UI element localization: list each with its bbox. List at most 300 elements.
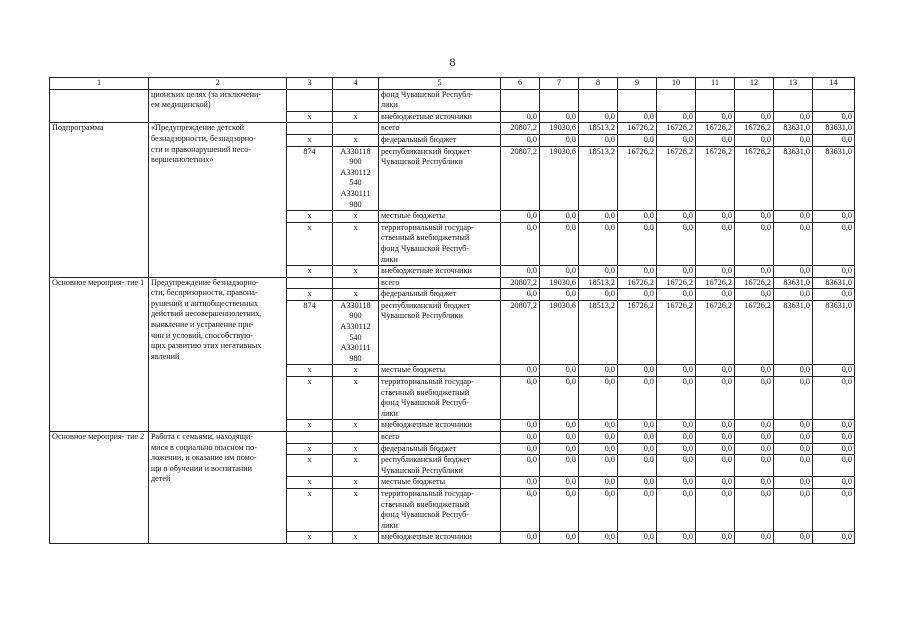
funding-source-line: фонд Чувашской Республ- [381, 89, 473, 99]
description-line: сти и правонарушений несо- [151, 144, 251, 154]
funding-source-line: лики [381, 254, 398, 264]
funding-source-line: всего [381, 123, 400, 133]
program-name-cell [50, 123, 149, 277]
value-cell: 0,0 [618, 532, 657, 544]
funding-source-line: федеральный бюджет [381, 134, 457, 144]
description-line: ционских целях (за исключени- [151, 89, 262, 99]
target-code: x [353, 289, 358, 299]
value-cell: 0,0 [735, 266, 774, 278]
value-cell: 0,0 [813, 455, 855, 477]
target-code-cell [333, 455, 379, 477]
target-code: x [353, 365, 358, 375]
header-cell: 3 [287, 78, 333, 90]
value-cell: 0,0 [735, 211, 774, 223]
value-cell: 0,0 [618, 365, 657, 377]
value-cell: 0,0 [774, 477, 813, 489]
grbs-code-cell [287, 89, 333, 111]
value-cell: 0,0 [735, 455, 774, 477]
value-cell: 83631,0 [813, 277, 855, 289]
description-line: щи в обучении и воспитании [151, 463, 253, 473]
funding-source-cell [379, 377, 501, 420]
value-cell: 0,0 [618, 222, 657, 265]
grbs-code-cell: x [287, 289, 333, 301]
value-cell: 0,0 [501, 532, 540, 544]
value-cell: 18513,2 [579, 300, 618, 365]
value-cell: 0,0 [657, 377, 696, 420]
value-cell: 83631,0 [813, 300, 855, 365]
target-code: A330118 [340, 300, 371, 310]
value-cell: 19030,6 [540, 123, 579, 135]
header-cell: 11 [696, 78, 735, 90]
description-line: безнадзорности, безнадзорно- [151, 133, 256, 143]
grbs-code-cell: x [287, 443, 333, 455]
value-cell [540, 89, 579, 111]
value-cell: 0,0 [579, 134, 618, 146]
grbs-code-cell: x [287, 134, 333, 146]
value-cell: 0,0 [774, 111, 813, 123]
funding-source-line: федеральный бюджет [381, 443, 457, 453]
funding-source-line: внебюджетные источники [381, 532, 472, 542]
target-code: x [353, 455, 358, 465]
value-cell: 0,0 [696, 443, 735, 455]
target-code: x [353, 532, 358, 542]
value-cell: 0,0 [696, 289, 735, 301]
target-code-cell [333, 300, 379, 365]
grbs-code-cell: x [287, 111, 333, 123]
value-cell: 83631,0 [813, 123, 855, 135]
value-cell: 0,0 [579, 488, 618, 531]
value-cell: 0,0 [774, 266, 813, 278]
funding-source-cell [379, 123, 501, 135]
target-code-cell [333, 111, 379, 123]
value-cell: 0,0 [540, 222, 579, 265]
value-cell: 0,0 [774, 211, 813, 223]
value-cell: 0,0 [501, 432, 540, 444]
target-code: 540 [349, 178, 362, 188]
description-line: «Предупреждение детской [151, 123, 245, 133]
value-cell: 0,0 [618, 111, 657, 123]
funding-source-line: республиканский бюджет [381, 300, 471, 310]
value-cell: 0,0 [774, 532, 813, 544]
value-cell: 0,0 [579, 365, 618, 377]
header-cell: 5 [379, 78, 501, 90]
funding-source-cell [379, 477, 501, 489]
value-cell: 0,0 [774, 377, 813, 420]
value-cell: 0,0 [540, 477, 579, 489]
value-cell: 18513,2 [579, 146, 618, 211]
value-cell: 16726,2 [735, 277, 774, 289]
description-line: чин и условий, способствую- [151, 330, 253, 340]
target-code-cell [333, 123, 379, 135]
value-cell: 0,0 [696, 455, 735, 477]
program-name-cell [50, 89, 149, 123]
value-cell: 0,0 [501, 488, 540, 531]
program-name: Подпрограмма [52, 123, 104, 133]
value-cell: 0,0 [696, 488, 735, 531]
grbs-code-cell: 874 [287, 146, 333, 211]
value-cell: 0,0 [618, 432, 657, 444]
value-cell: 0,0 [657, 134, 696, 146]
header-cell: 4 [333, 78, 379, 90]
funding-source-cell [379, 443, 501, 455]
value-cell: 0,0 [618, 420, 657, 432]
value-cell: 0,0 [813, 488, 855, 531]
funding-source-line: фонд Чувашской Респуб- [381, 398, 469, 408]
value-cell: 0,0 [813, 365, 855, 377]
funding-source-cell [379, 266, 501, 278]
value-cell: 0,0 [540, 211, 579, 223]
value-cell: 0,0 [735, 111, 774, 123]
program-description-cell [149, 123, 287, 277]
grbs-code-cell: 874 [287, 300, 333, 365]
grbs-code-cell: x [287, 488, 333, 531]
grbs-code-cell: x [287, 365, 333, 377]
value-cell: 0,0 [501, 365, 540, 377]
target-code-cell [333, 134, 379, 146]
value-cell: 0,0 [657, 477, 696, 489]
description-line: выявление и устранение при- [151, 320, 254, 330]
value-cell: 0,0 [579, 420, 618, 432]
header-cell: 6 [501, 78, 540, 90]
program-name: Основное мероприя- тие 1 [52, 277, 145, 287]
value-cell: 0,0 [579, 289, 618, 301]
value-cell: 0,0 [657, 432, 696, 444]
value-cell: 0,0 [579, 222, 618, 265]
value-cell: 0,0 [657, 111, 696, 123]
funding-source-line: территориальный государ- [381, 222, 474, 232]
target-code: x [353, 377, 358, 387]
value-cell: 0,0 [501, 111, 540, 123]
value-cell [579, 89, 618, 111]
value-cell: 0,0 [813, 432, 855, 444]
target-code: 540 [349, 332, 362, 342]
value-cell: 16726,2 [735, 300, 774, 365]
value-cell: 0,0 [813, 420, 855, 432]
value-cell: 16726,2 [696, 300, 735, 365]
description-line: явлений [151, 351, 180, 361]
value-cell: 16726,2 [657, 146, 696, 211]
description-line: щих развитию этих негативных [151, 341, 262, 351]
value-cell: 0,0 [735, 134, 774, 146]
value-cell: 0,0 [813, 222, 855, 265]
value-cell: 0,0 [540, 134, 579, 146]
value-cell: 16726,2 [618, 277, 657, 289]
grbs-code-cell: x [287, 266, 333, 278]
value-cell: 18513,2 [579, 277, 618, 289]
table-row [50, 432, 855, 444]
target-code: 980 [349, 199, 362, 209]
funding-source-line: ственный внебюджетный [381, 233, 470, 243]
value-cell: 0,0 [813, 289, 855, 301]
funding-source-cell [379, 420, 501, 432]
funding-source-cell [379, 365, 501, 377]
value-cell: 16726,2 [735, 123, 774, 135]
header-cell: 14 [813, 78, 855, 90]
target-code-cell [333, 443, 379, 455]
value-cell: 0,0 [657, 266, 696, 278]
funding-source-line: лики [381, 100, 398, 110]
value-cell: 0,0 [657, 420, 696, 432]
value-cell: 0,0 [501, 211, 540, 223]
header-cell: 9 [618, 78, 657, 90]
value-cell: 0,0 [579, 377, 618, 420]
funding-source-line: местные бюджеты [381, 477, 446, 487]
funding-source-cell [379, 488, 501, 531]
value-cell: 0,0 [696, 222, 735, 265]
target-code-cell [333, 432, 379, 444]
value-cell: 0,0 [657, 222, 696, 265]
target-code-cell [333, 146, 379, 211]
value-cell: 0,0 [579, 455, 618, 477]
target-code: x [353, 211, 358, 221]
value-cell: 83631,0 [774, 123, 813, 135]
value-cell: 0,0 [774, 488, 813, 531]
funding-source-line: лики [381, 408, 398, 418]
program-description-cell [149, 277, 287, 431]
value-cell: 0,0 [540, 365, 579, 377]
value-cell: 0,0 [813, 211, 855, 223]
value-cell: 0,0 [696, 134, 735, 146]
header-cell: 10 [657, 78, 696, 90]
target-code: x [353, 488, 358, 498]
value-cell: 0,0 [657, 211, 696, 223]
value-cell [657, 89, 696, 111]
value-cell [813, 89, 855, 111]
grbs-code-cell: x [287, 532, 333, 544]
value-cell: 0,0 [735, 443, 774, 455]
target-code: x [353, 134, 358, 144]
value-cell: 16726,2 [618, 146, 657, 211]
value-cell: 0,0 [813, 377, 855, 420]
value-cell: 0,0 [618, 377, 657, 420]
value-cell: 0,0 [501, 420, 540, 432]
value-cell: 0,0 [735, 377, 774, 420]
value-cell: 0,0 [813, 266, 855, 278]
funding-source-line: внебюджетные источники [381, 111, 472, 121]
funding-source-cell [379, 111, 501, 123]
target-code: A330112 [340, 322, 371, 332]
value-cell: 0,0 [696, 532, 735, 544]
target-code-cell [333, 266, 379, 278]
value-cell [774, 89, 813, 111]
funding-source-cell [379, 455, 501, 477]
value-cell: 16726,2 [696, 146, 735, 211]
value-cell: 0,0 [501, 443, 540, 455]
value-cell: 0,0 [618, 455, 657, 477]
funding-source-line: ственный внебюджетный [381, 387, 470, 397]
value-cell: 0,0 [735, 365, 774, 377]
funding-source-line: республиканский бюджет [381, 455, 471, 465]
value-cell: 0,0 [501, 289, 540, 301]
program-name-cell [50, 432, 149, 544]
budget-table [49, 77, 855, 544]
target-code: A330111 [340, 188, 371, 198]
value-cell: 0,0 [540, 111, 579, 123]
target-code: 900 [349, 157, 362, 167]
value-cell: 16726,2 [657, 123, 696, 135]
target-code: x [353, 420, 358, 430]
value-cell: 16726,2 [657, 277, 696, 289]
value-cell: 16726,2 [657, 300, 696, 365]
value-cell: 83631,0 [774, 300, 813, 365]
funding-source-line: территориальный государ- [381, 488, 474, 498]
funding-source-line: внебюджетные источники [381, 420, 472, 430]
value-cell: 19030,6 [540, 146, 579, 211]
value-cell: 0,0 [774, 443, 813, 455]
target-code: A330112 [340, 167, 371, 177]
header-row [50, 78, 855, 90]
funding-source-line: внебюджетные источники [381, 266, 472, 276]
target-code-cell [333, 222, 379, 265]
funding-source-line: Чувашской Республики [381, 311, 463, 321]
description-line: вершеннолетних» [151, 155, 214, 165]
funding-source-line: фонд Чувашской Респуб- [381, 510, 469, 520]
grbs-code-cell: x [287, 420, 333, 432]
funding-source-cell [379, 289, 501, 301]
value-cell: 16726,2 [696, 277, 735, 289]
value-cell: 0,0 [540, 532, 579, 544]
value-cell: 0,0 [735, 488, 774, 531]
value-cell: 0,0 [657, 455, 696, 477]
description-line: рушений и антиобщественных [151, 298, 259, 308]
value-cell: 0,0 [501, 377, 540, 420]
value-cell [501, 89, 540, 111]
target-code: x [353, 477, 358, 487]
value-cell: 0,0 [618, 477, 657, 489]
funding-source-cell [379, 300, 501, 365]
value-cell [735, 89, 774, 111]
target-code: A330118 [340, 146, 371, 156]
value-cell: 16726,2 [618, 300, 657, 365]
funding-source-line: всего [381, 432, 400, 441]
funding-source-cell [379, 211, 501, 223]
header-cell: 7 [540, 78, 579, 90]
target-code: x [353, 266, 358, 276]
value-cell: 0,0 [774, 222, 813, 265]
target-code-cell [333, 420, 379, 432]
value-cell: 0,0 [579, 477, 618, 489]
header-cell: 12 [735, 78, 774, 90]
value-cell: 0,0 [540, 443, 579, 455]
program-name-cell [50, 277, 149, 431]
value-cell: 16726,2 [735, 146, 774, 211]
funding-source-cell [379, 89, 501, 111]
value-cell: 0,0 [696, 432, 735, 444]
value-cell: 20807,2 [501, 277, 540, 289]
value-cell: 0,0 [696, 420, 735, 432]
value-cell: 0,0 [540, 455, 579, 477]
value-cell [696, 89, 735, 111]
value-cell: 0,0 [579, 211, 618, 223]
funding-source-line: Чувашской Республики [381, 157, 463, 167]
value-cell: 0,0 [774, 134, 813, 146]
value-cell: 0,0 [540, 432, 579, 444]
value-cell: 83631,0 [774, 277, 813, 289]
target-code: x [353, 222, 358, 232]
target-code-cell [333, 488, 379, 531]
value-cell: 20807,2 [501, 146, 540, 211]
funding-source-line: Чувашской Республики [381, 465, 463, 475]
funding-source-cell [379, 222, 501, 265]
value-cell: 0,0 [696, 266, 735, 278]
grbs-code-cell [287, 277, 333, 289]
funding-source-line: федеральный бюджет [381, 289, 457, 299]
value-cell: 0,0 [618, 211, 657, 223]
value-cell: 19030,6 [540, 300, 579, 365]
value-cell: 0,0 [501, 477, 540, 489]
table-row [50, 123, 855, 135]
value-cell: 0,0 [774, 365, 813, 377]
table-body [50, 78, 855, 544]
value-cell: 0,0 [657, 289, 696, 301]
program-description-cell [149, 89, 287, 123]
funding-source-cell [379, 432, 501, 444]
value-cell: 0,0 [735, 222, 774, 265]
value-cell: 0,0 [813, 532, 855, 544]
page-number: 8 [449, 55, 456, 69]
value-cell: 0,0 [696, 477, 735, 489]
value-cell: 0,0 [657, 443, 696, 455]
value-cell: 16726,2 [618, 123, 657, 135]
funding-source-line: республиканский бюджет [381, 146, 471, 156]
value-cell: 0,0 [540, 266, 579, 278]
value-cell: 20807,2 [501, 300, 540, 365]
description-line: действий несовершеннолетних, [151, 309, 262, 319]
value-cell: 0,0 [501, 266, 540, 278]
funding-source-line: местные бюджеты [381, 365, 446, 375]
funding-source-cell [379, 277, 501, 289]
value-cell: 20807,2 [501, 123, 540, 135]
value-cell: 0,0 [813, 443, 855, 455]
target-code: 980 [349, 353, 362, 363]
funding-source-cell [379, 134, 501, 146]
value-cell: 0,0 [813, 477, 855, 489]
value-cell: 16726,2 [696, 123, 735, 135]
value-cell: 0,0 [735, 532, 774, 544]
value-cell: 0,0 [774, 432, 813, 444]
value-cell: 0,0 [618, 289, 657, 301]
value-cell: 0,0 [579, 532, 618, 544]
funding-source-line: территориальный государ- [381, 377, 474, 387]
funding-source-line: всего [381, 277, 400, 287]
value-cell: 0,0 [579, 443, 618, 455]
value-cell: 0,0 [735, 477, 774, 489]
header-cell: 13 [774, 78, 813, 90]
value-cell: 0,0 [696, 365, 735, 377]
value-cell: 0,0 [774, 455, 813, 477]
value-cell: 0,0 [540, 420, 579, 432]
program-description-cell [149, 432, 287, 544]
funding-source-line: ственный внебюджетный [381, 499, 470, 509]
value-cell: 0,0 [735, 289, 774, 301]
description-line: ем медицинской) [151, 100, 211, 110]
target-code-cell [333, 477, 379, 489]
value-cell: 0,0 [540, 377, 579, 420]
grbs-code-cell: x [287, 222, 333, 265]
value-cell: 0,0 [501, 455, 540, 477]
target-code-cell [333, 211, 379, 223]
target-code: x [353, 111, 358, 121]
header-cell: 8 [579, 78, 618, 90]
grbs-code-cell: x [287, 211, 333, 223]
value-cell: 0,0 [735, 432, 774, 444]
value-cell: 0,0 [579, 266, 618, 278]
value-cell: 0,0 [501, 134, 540, 146]
target-code-cell [333, 532, 379, 544]
funding-source-line: лики [381, 520, 398, 530]
value-cell: 0,0 [657, 365, 696, 377]
table-row [50, 89, 855, 111]
